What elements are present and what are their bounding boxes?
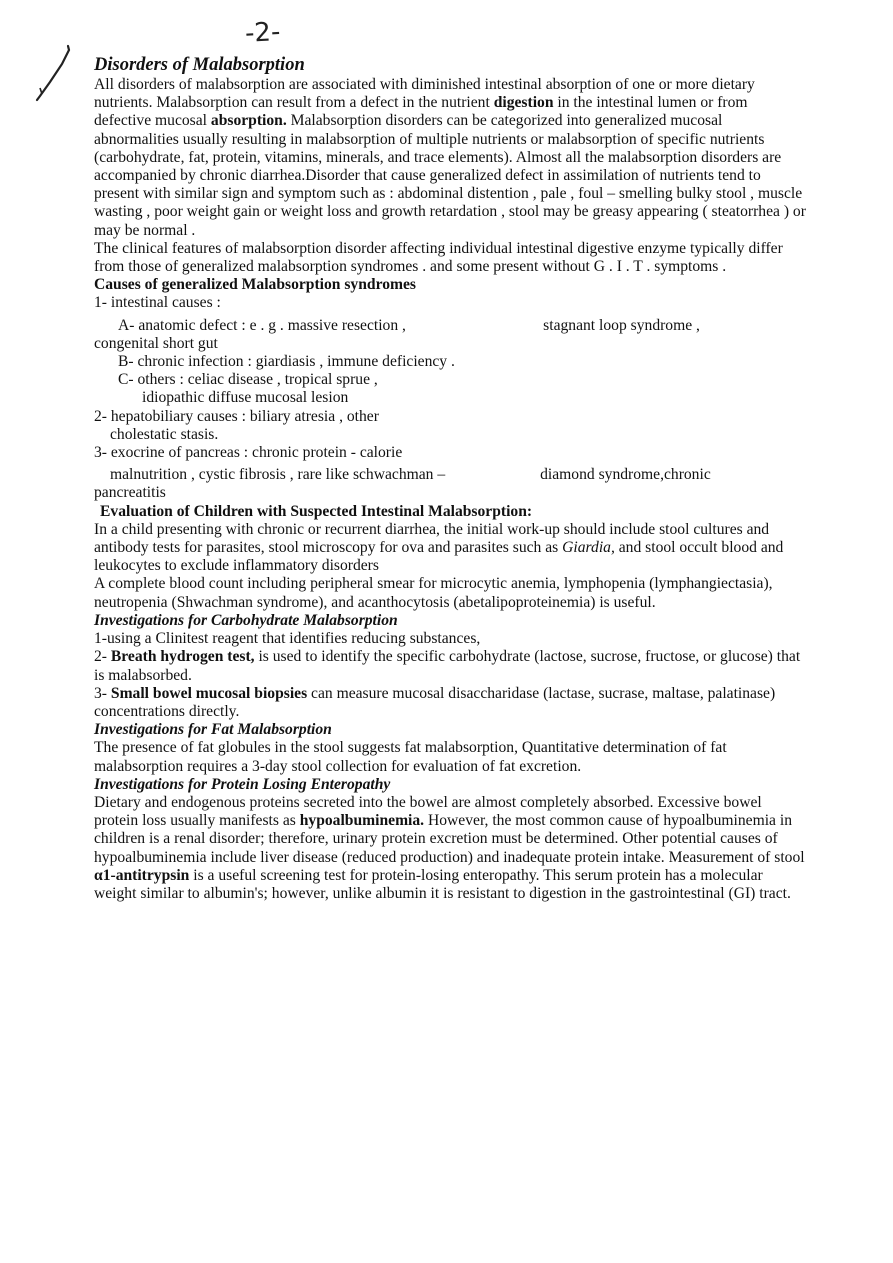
cause-item-2-cont: cholestatic stasis. bbox=[110, 425, 219, 443]
evaluation-heading: Evaluation of Children with Suspected Intestinal Malabsorption: bbox=[100, 502, 533, 520]
cause-item-3-cont: pancreatitis bbox=[94, 484, 166, 502]
protein-heading: Investigations for Protein Losing Enteropathy bbox=[94, 775, 391, 793]
page-title: Disorders of Malabsorption bbox=[94, 55, 305, 75]
document-body bbox=[94, 54, 806, 903]
carbohydrate-item-1: 1-using a Clinitest reagent that identifies reducing substances, bbox=[94, 630, 481, 648]
evaluation-paragraph-2: A complete blood count including peripheral smear for microcytic anemia, lymphopenia (lymphangiectasia), neutropenia (Shwachman syndrome), and acanthocytosis (abetalipoproteinemia) is useful. bbox=[94, 575, 773, 611]
carbohydrate-item-3: 3- Small bowel mucosal biopsies can measure mucosal disaccharidase (lactase, sucrase, maltase, palatinase) concentrations directly. bbox=[94, 684, 776, 720]
evaluation-paragraph-1: In a child presenting with chronic or recurrent diarrhea, the initial work-up should include stool cultures and antibody tests for parasites, stool microscopy for ova and parasites such as Giardia, and stool occult blood and leukocytes to exclude inflammatory disorders bbox=[94, 520, 784, 575]
cause-item-2: 2- hepatobiliary causes : biliary atresia , other bbox=[94, 407, 379, 425]
cause-item-1c-cont: idiopathic diffuse mucosal lesion bbox=[142, 389, 349, 407]
cause-item-1b: B- chronic infection : giardiasis , immune deficiency . bbox=[118, 353, 455, 371]
fat-paragraph: The presence of fat globules in the stool suggests fat malabsorption, Quantitative determination of fat malabsorption requires a 3-day stool collection for evaluation of fat excretion. bbox=[94, 739, 727, 775]
carbohydrate-item-2: 2- Breath hydrogen test, is used to identify the specific carbohydrate (lactose, sucrose, fructose, or glucose) that is malabsorbed. bbox=[94, 648, 801, 684]
cause-item-1c: C- others : celiac disease , tropical sprue , bbox=[118, 371, 378, 389]
cause-item-1: 1- intestinal causes : bbox=[94, 294, 221, 312]
fat-heading: Investigations for Fat Malabsorption bbox=[94, 721, 332, 739]
cause-item-3-line2: malnutrition , cystic fibrosis , rare like schwachman – diamond syndrome,chronic bbox=[110, 466, 711, 484]
cause-item-1a-cont: congenital short gut bbox=[94, 334, 218, 352]
page-number: -2- bbox=[244, 17, 282, 49]
clinical-features-paragraph: The clinical features of malabsorption disorder affecting individual intestinal digestive enzyme typically differ from those of generalized malabsorption syndromes . and some present without G . I . T . symptoms . bbox=[94, 239, 783, 276]
carbohydrate-heading: Investigations for Carbohydrate Malabsorption bbox=[94, 611, 398, 629]
cause-item-3: 3- exocrine of pancreas : chronic protein - calorie bbox=[94, 444, 403, 462]
pen-mark-icon bbox=[28, 42, 78, 104]
causes-heading: Causes of generalized Malabsorption syndromes bbox=[94, 276, 416, 294]
cause-item-1a: A- anatomic defect : e . g . massive resection , stagnant loop syndrome , bbox=[118, 316, 700, 334]
intro-paragraph: All disorders of malabsorption are associated with diminished intestinal absorption of one or more dietary nutrients. Malabsorption can result from a defect in the nutrient digestion in the intestinal lumen or from defective mucosal absorption. Malabsorption disorders can be categorized into generalized mucosal abnormalities usually resulting in malabsorption of multiple nutrients or malabsorption of specific nutrients (carbohydrate, fat, protein, vitamins, minerals, and trace elements). Almost all the malabsorption disorders are accompanied by chronic diarrhea.Disorder that cause generalized defect in assimilation of nutrients tend to present with similar sign and symptom such as : abdominal distention , pale , foul – smelling bulky stool , muscle wasting , poor weight gain or weight loss and growth retardation , stool may be greasy appearing ( steatorrhea ) or may be normal . bbox=[94, 76, 806, 239]
protein-paragraph: Dietary and endogenous proteins secreted into the bowel are almost completely absorbed. Excessive bowel protein loss usually manifests as hypoalbuminemia. However, the most common cause of hypoalbuminemia in children is a renal disorder; therefore, urinary protein excretion must be determined. Other potential causes of hypoalbuminemia include liver disease (reduced production) and inadequate protein intake. Measurement of stool α1-antitrypsin is a useful screening test for protein-losing enteropathy. This serum protein has a molecular weight similar to albumin's; however, unlike albumin it is resistant to digestion in the gastrointestinal (GI) tract. bbox=[94, 793, 805, 902]
